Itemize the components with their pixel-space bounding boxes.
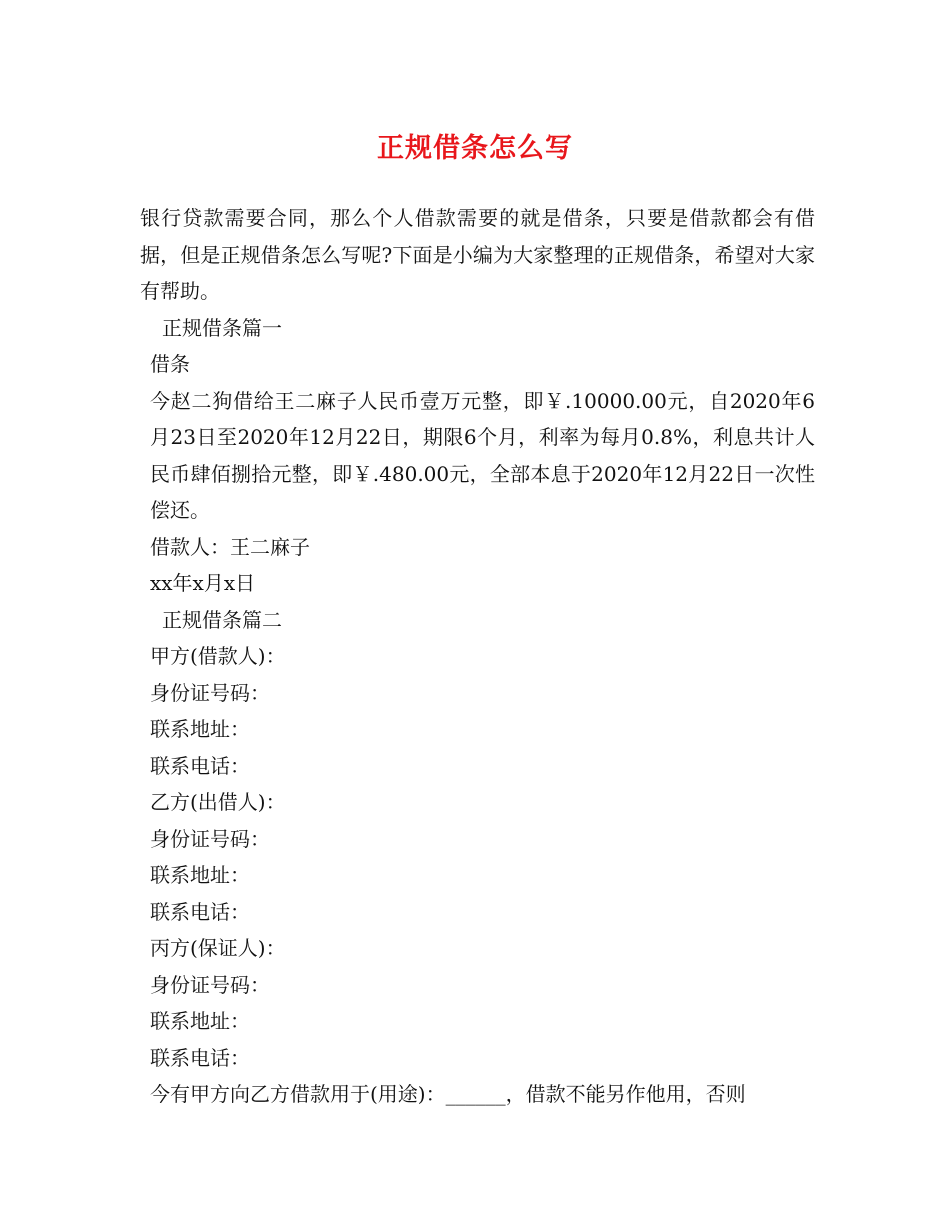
intro-paragraph: 银行贷款需要合同，那么个人借款需要的就是借条，只要是借款都会有借据，但是正规借条怎么写呢?下面是小编为大家整理的正规借条，希望对大家有帮助。 — [140, 206, 815, 303]
field-party-c: 丙方(保证人)： — [150, 936, 286, 960]
field-party-c-address: 联系地址： — [150, 1009, 250, 1033]
field-party-b: 乙方(出借人)： — [150, 790, 286, 814]
field-party-a-phone: 联系电话： — [150, 753, 250, 778]
iou-body-paragraph: 今赵二狗借给王二麻子人民币壹万元整，即￥.10000.00元，自2020年6月23日至2020年12月22日，期限6个月，利率为每月0.8%，利息共计人民币肆佰捌拾元整，即￥.480.00元，全部本息于2020年12月22日一次性偿还。 — [150, 388, 815, 522]
borrower-line: 借款人：王二麻子 — [150, 534, 310, 559]
document-body — [140, 200, 815, 1113]
field-party-a-address: 联系地址： — [150, 717, 250, 741]
iou-label: 借条 — [150, 352, 190, 376]
field-party-b-address: 联系地址： — [150, 863, 250, 887]
field-party-b-id: 身份证号码： — [150, 826, 270, 851]
document-title: 正规借条怎么写 — [377, 133, 573, 164]
field-party-c-id: 身份证号码： — [150, 972, 270, 997]
section-2-heading: 正规借条篇二 — [162, 607, 282, 632]
field-party-a-id: 身份证号码： — [150, 680, 270, 705]
field-party-b-phone: 联系电话： — [150, 899, 250, 924]
field-party-c-phone: 联系电话： — [150, 1045, 250, 1070]
section-1-heading: 正规借条篇一 — [162, 315, 282, 340]
field-party-a: 甲方(借款人)： — [150, 644, 286, 668]
date-line: xx年x月x日 — [150, 571, 256, 595]
loan-purpose-line: 今有甲方向乙方借款用于(用途)：______，借款不能另作他用，否则 — [150, 1082, 746, 1106]
